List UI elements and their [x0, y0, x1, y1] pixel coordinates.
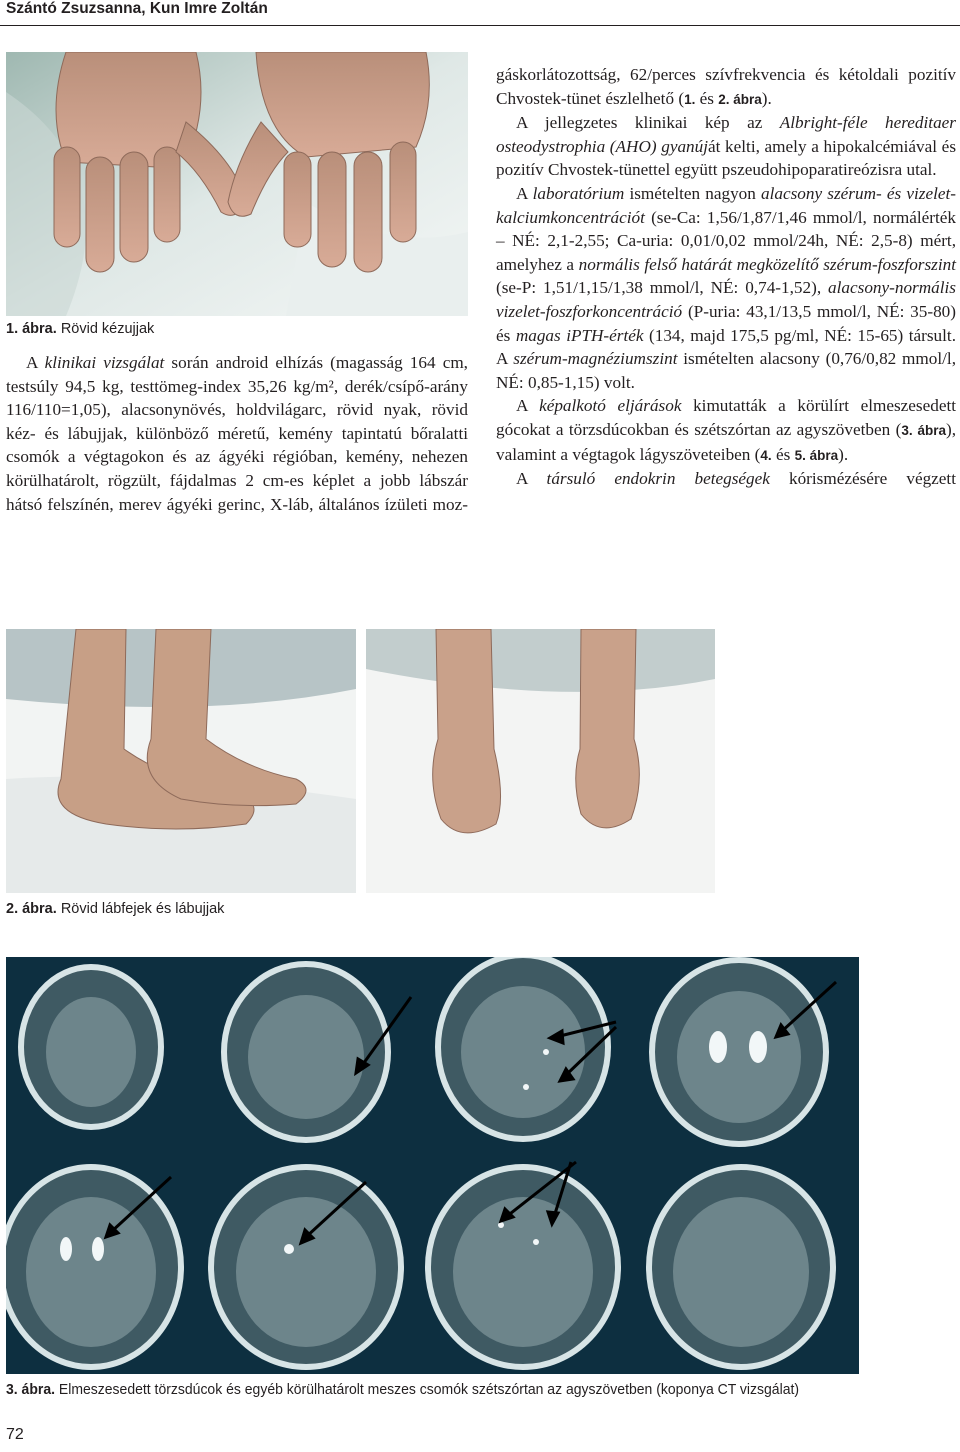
figure-ref: 5. ábra	[794, 447, 839, 463]
left-column	[6, 351, 468, 516]
text-run: (134, majd 175,5 pg/ml, NÉ: 15-65) társult. A	[496, 325, 956, 369]
text-run: kimutatták a körülírt elmeszesedett gócokat a törzsdúcokban és szétszórtan az agyszövetben (	[496, 396, 957, 439]
figure-1-hands-photo	[6, 52, 468, 316]
right-paragraph-2	[496, 182, 956, 394]
header-rule	[0, 25, 960, 26]
text-run-italic: Albright-féle hereditaer osteodystrophia (AHO) gyanúj	[496, 113, 956, 156]
figure-1-label: 1. ábra.	[6, 321, 57, 337]
text-run: (P-uria: 43,1/13,5 mmol/l, NÉ: 35-80) és	[496, 301, 956, 345]
text-run: ismételten alacsony (0,76/0,82 mmol/l, NÉ: 0,85-1,15) volt.	[496, 349, 956, 392]
text-run-italic: magas iPTH-érték	[515, 325, 644, 345]
text-run-italic: klinikai vizsgálat	[44, 353, 165, 372]
text-run: során android elhízás (magasság 164 cm, testsúly 94,5 kg, testtömeg-index 35,26 kg/m², derék/csípő-arány 116/110=1,05), alacsonynövés, holdvilágarc, rövid nyak, rövid kéz- és lábujjak, különböző méretű, kemény tapintatú bőralatti csomók a végtagokon és az ágyéki régióban, kemény, nehezen körülhatárolt, rögzült, fájdalmas 2 cm-es képlet a jobb lábszár hátsó felszínén, merev ágyéki gerinc, X-láb, általános ízületi moz-	[6, 353, 468, 514]
text-run-italic: alacsony szérum- és vizelet-kalciumkoncentrációt	[496, 183, 956, 227]
figure-2-feet-front-photo	[366, 629, 715, 893]
text-run: A	[26, 353, 45, 372]
text-run-italic: szérum-magnéziumszint	[513, 349, 678, 369]
figure-3-caption	[6, 1381, 799, 1399]
text-run: (se-P: 1,51/1,15/1,38 mmol/l, NÉ: 0,74-1,52),	[496, 278, 829, 298]
figure-ref: 3. ábra	[901, 422, 946, 438]
right-column	[496, 63, 956, 491]
right-paragraph-3	[496, 394, 956, 467]
text-run: ), valamint a végtagok lágyszöveteiben (	[496, 419, 956, 464]
text-run: kórismézésére végzett	[769, 469, 956, 489]
figure-ref: 1.	[684, 91, 696, 107]
page-number: 72	[6, 1426, 24, 1443]
text-run: és	[695, 88, 719, 108]
text-run: és	[771, 444, 795, 464]
text-run-italic: alacsony-normális vizelet-foszforkoncentráció	[496, 278, 956, 321]
figure-ref: 2. ábra	[718, 91, 762, 107]
text-run-italic: normális felső határát megközelítő szérum-foszforszint	[578, 254, 956, 274]
text-run: A	[516, 469, 547, 489]
right-paragraph-0	[496, 63, 956, 111]
text-run: át kelti, amely a hipokalcémiával és pozitív Chvostek-tünettel együtt pszeudohipoparatireózisra utal.	[496, 136, 957, 180]
text-run: ismételten nagyon	[624, 183, 762, 203]
figure-2-caption	[6, 900, 224, 918]
text-run: (se-Ca: 1,56/1,87/1,46 mmol/l, normálérték – NÉ: 2,1-2,55; Ca-uria: 0,01/0,02 mmol/24h, NÉ: 2,5-8) mért, amelyhez a	[496, 207, 956, 274]
text-run: A	[516, 396, 540, 416]
text-run: ).	[838, 444, 849, 464]
right-paragraph-4	[496, 467, 956, 491]
left-paragraph-1	[6, 351, 468, 516]
right-paragraph-1	[496, 111, 956, 182]
figure-2-caption-text: Rövid lábfejek és lábujjak	[60, 901, 225, 917]
text-run-italic: képalkotó eljárások	[539, 396, 682, 416]
text-run-italic: társuló endokrin betegségek	[546, 469, 770, 489]
figure-1-caption	[6, 320, 154, 338]
text-run: ).	[761, 88, 772, 108]
figure-2-label: 2. ábra.	[6, 901, 57, 917]
running-header-authors: Szántó Zsuzsanna, Kun Imre Zoltán	[6, 0, 268, 17]
figure-1-caption-text: Rövid kézujjak	[60, 321, 155, 337]
text-run-italic: laboratórium	[532, 183, 625, 203]
figure-3-ct-scans	[6, 957, 859, 1374]
text-run: A	[516, 183, 533, 203]
figure-2-feet-side-photo	[6, 629, 356, 893]
figure-3-label: 3. ábra.	[6, 1382, 56, 1398]
text-run: gáskorlátozottság, 62/perces szívfrekvencia és kétoldali pozitív Chvostek-tünet észlelhető (	[496, 65, 956, 108]
figure-ref: 4.	[760, 447, 772, 463]
figure-3-caption-text: Elmeszesedett törzsdúcok és egyéb körülhatárolt meszes csomók szétszórtan az agyszövetben (koponya CT vizsgálat)	[58, 1382, 800, 1398]
text-run: A jellegzetes klinikai kép az	[516, 113, 780, 133]
